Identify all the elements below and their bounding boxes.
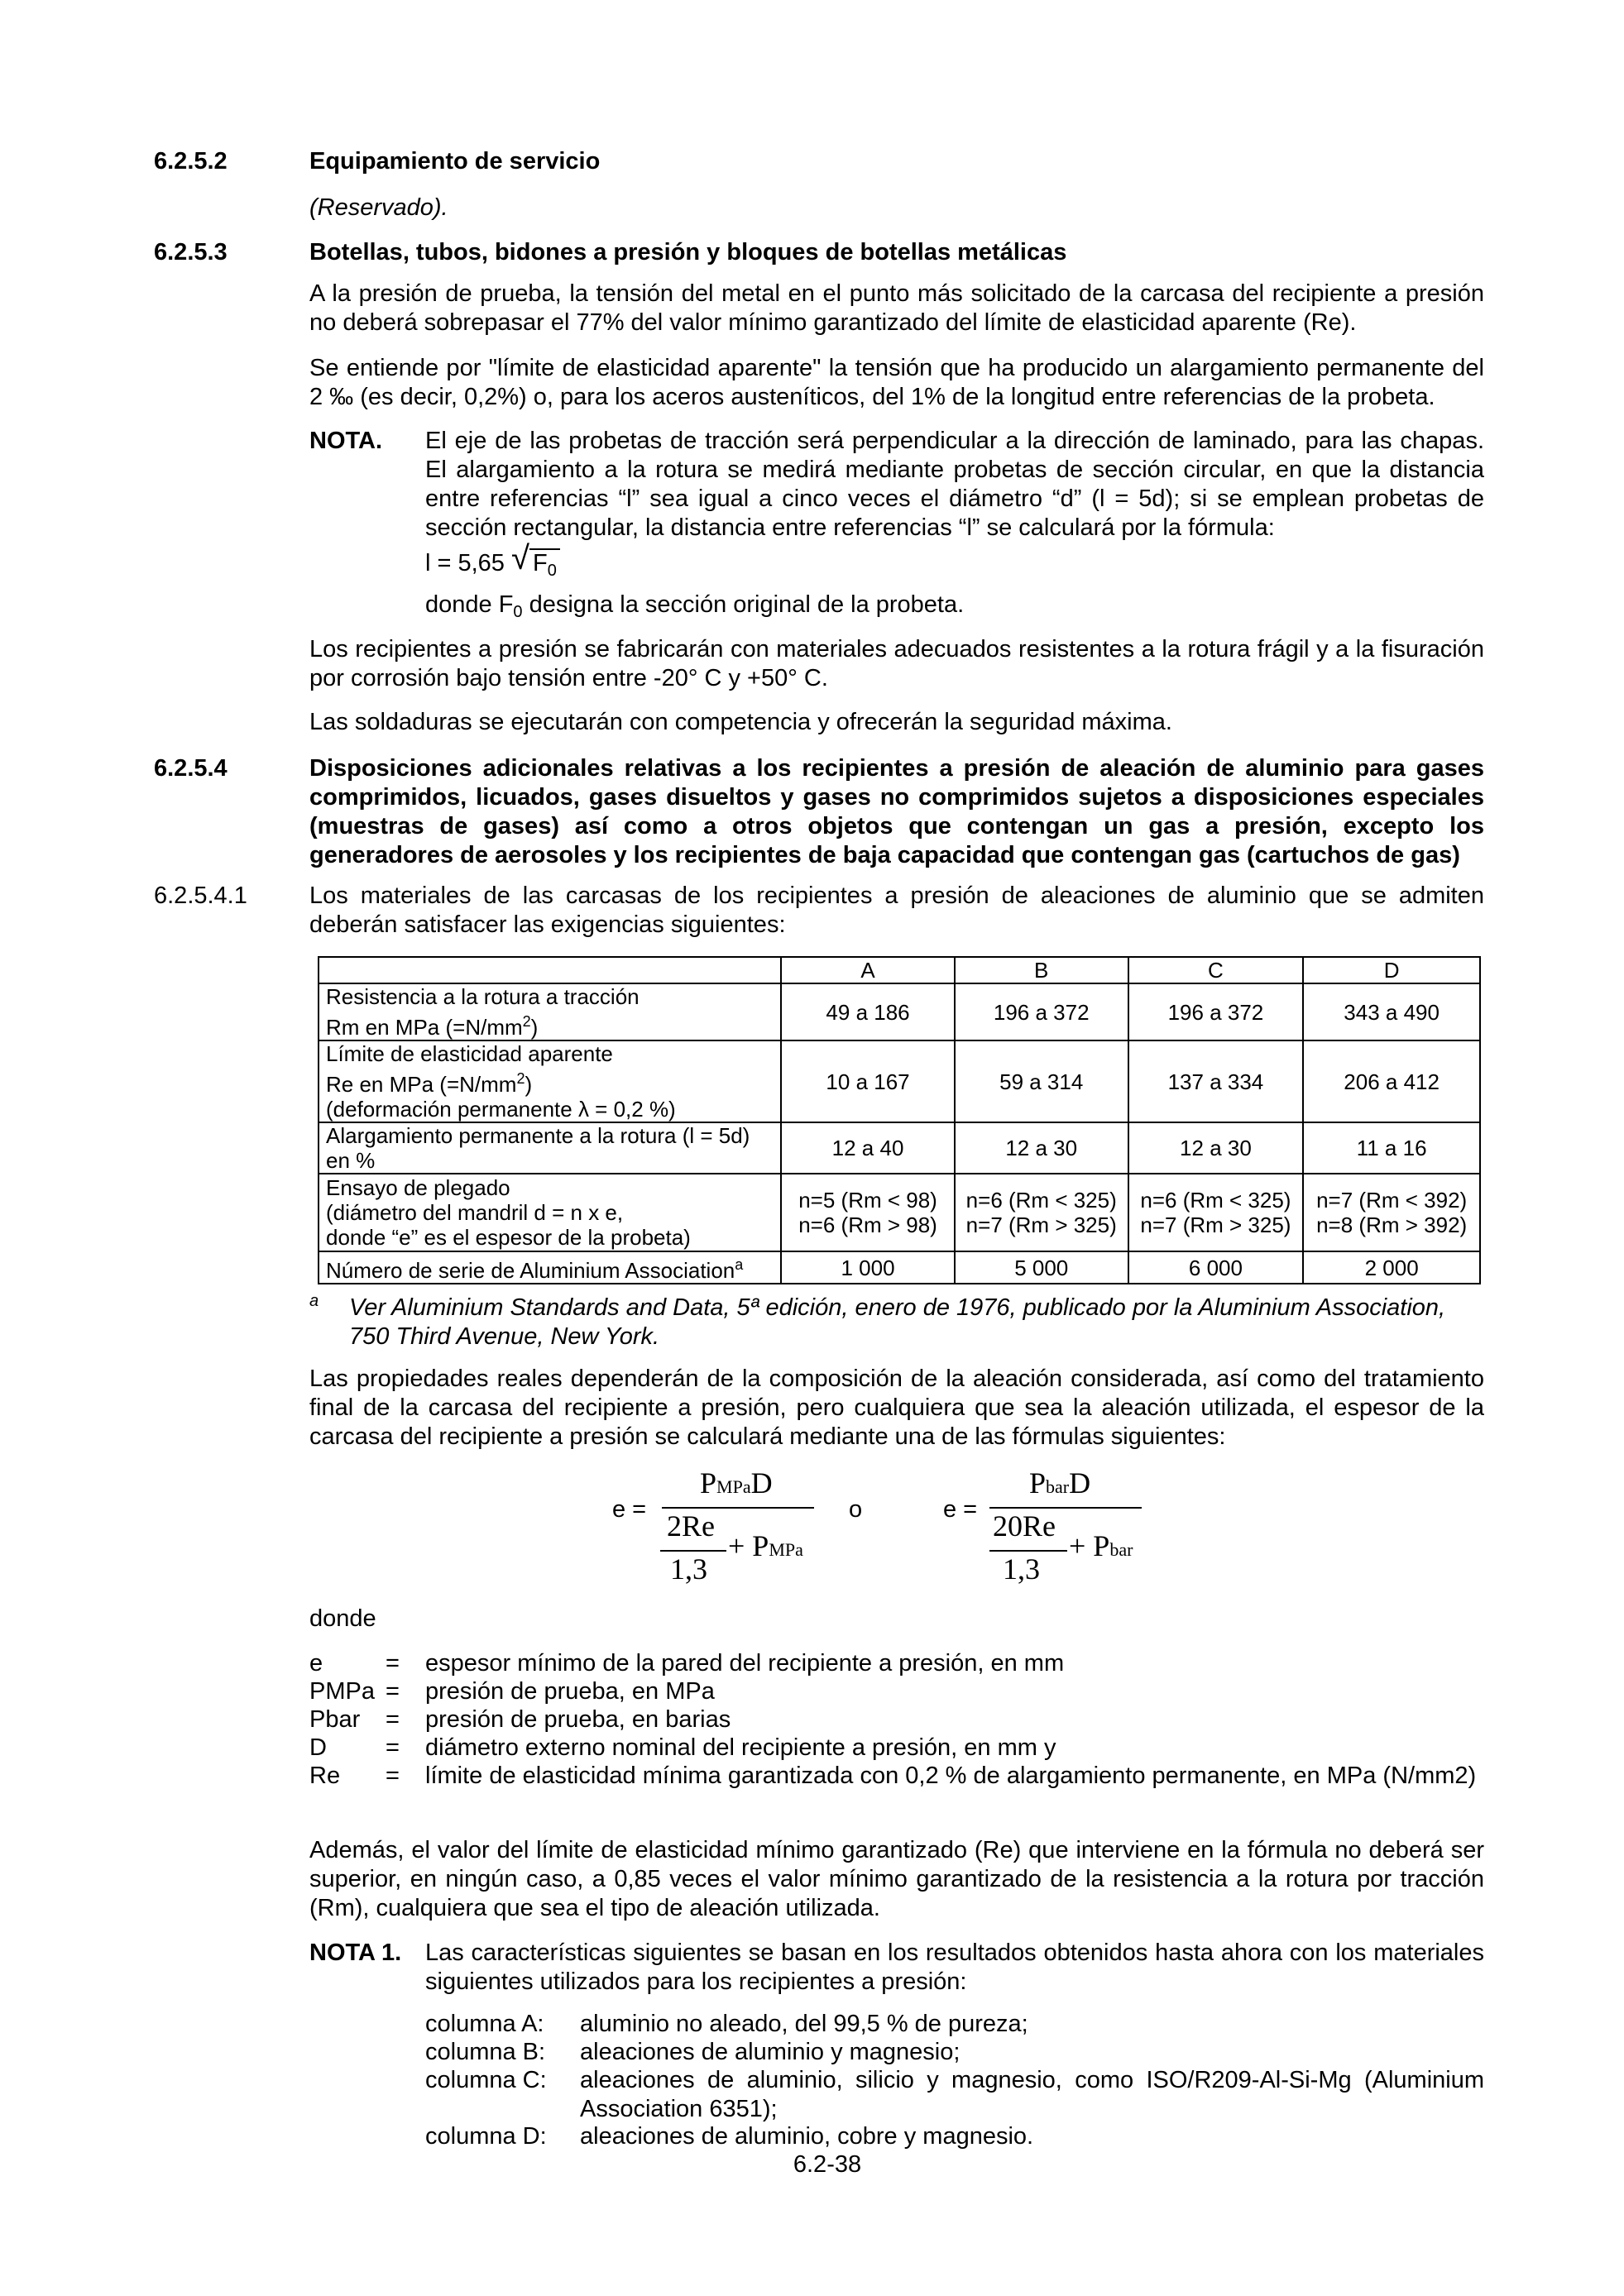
inner-fraction-line: [989, 1550, 1067, 1552]
section-number: 6.2.5.4: [154, 755, 228, 782]
def-text: presión de prueba, en MPa: [425, 1678, 715, 1705]
superscript: 2: [522, 1013, 531, 1030]
formula-denominator-top: 2Re: [667, 1509, 715, 1543]
formula-lhs: e =: [943, 1496, 978, 1523]
row-label-line: (deformación permanente λ = 0,2 %): [326, 1097, 676, 1122]
table-cell: 196 a 372: [955, 983, 1128, 1040]
superscript: 2: [516, 1070, 525, 1087]
paragraph: Además, el valor del límite de elasticidad mínimo garantizado (Re) que interviene en la fórmula no deberá ser superior, en ningún caso, a 0,85 veces el valor mínimo garantizado de la resistencia a la rotura por tracción (Rm), cualquiera que sea el tipo de aleación utilizada.: [309, 1837, 1484, 1921]
table-header-empty: [319, 957, 781, 983]
note-label: NOTA.: [309, 428, 383, 454]
table-cell: 12 a 30: [955, 1122, 1128, 1174]
formula-denominator-top: 20Re: [993, 1509, 1056, 1543]
paragraph: Los materiales de las carcasas de los recipientes a presión de aleaciones de aluminio que se admiten deberán satisfacer las exigencias siguientes:: [309, 883, 1484, 938]
table-cell: 12 a 40: [781, 1122, 955, 1174]
row-label-close: ): [525, 1072, 533, 1097]
table-row: [319, 1122, 1480, 1174]
table-cell: 11 a 16: [1303, 1122, 1480, 1174]
where-subscript: 0: [513, 603, 523, 621]
row-label-line: Re en MPa (=N/mm: [326, 1072, 517, 1097]
column-text: aleaciones de aluminio, cobre y magnesio.: [580, 2123, 1034, 2150]
formula-numerator: [1029, 1466, 1091, 1501]
formula-lhs: e =: [612, 1496, 647, 1523]
row-label-line: donde “e” es el espesor de la probeta): [326, 1225, 691, 1250]
section-title: Equipamiento de servicio: [309, 148, 601, 175]
row-label-line: Límite de elasticidad aparente: [326, 1041, 613, 1066]
radical-sign: √: [511, 540, 529, 576]
footnote-mark: a: [735, 1256, 744, 1273]
donde-label: donde: [309, 1605, 376, 1632]
formula-p: P: [700, 1466, 717, 1500]
column-header: C: [1128, 957, 1304, 983]
column-label: columna B:: [425, 2039, 546, 2065]
footnote-text: Ver Aluminium Standards and Data, 5ª edición, enero de 1976, publicado por la Aluminium Association, 750 Third Avenue, New York.: [349, 1294, 1446, 1350]
note-text: Las características siguientes se basan en los resultados obtenidos hasta ahora con los materiales siguientes utilizados para los recipientes a presión:: [425, 1940, 1484, 1995]
row-label: [319, 1251, 781, 1284]
where-text-end: designa la sección original de la probeta.: [522, 591, 965, 618]
row-label: [319, 1174, 781, 1251]
row-label-line: Rm en MPa (=N/mm: [326, 1015, 523, 1040]
def-symbol: Re: [309, 1763, 341, 1789]
formula-denominator-bottom: 1,3: [670, 1552, 707, 1586]
table-cell: 12 a 30: [1128, 1122, 1304, 1174]
table-cell: 206 a 412: [1303, 1040, 1480, 1122]
row-label-line: Número de serie de Aluminium Association: [326, 1258, 735, 1283]
formula-sub: MPa: [716, 1476, 751, 1497]
row-label: Alargamiento permanente a la rotura (l = 5d) en %: [319, 1122, 781, 1174]
row-label-line: Resistencia a la rotura a tracción: [326, 984, 640, 1009]
def-equals: =: [386, 1678, 400, 1705]
formula-d: D: [750, 1466, 773, 1500]
column-header: A: [781, 957, 955, 983]
formula-subscript: 0: [547, 562, 557, 580]
row-label: [319, 983, 781, 1040]
section-number: 6.2.5.2: [154, 148, 228, 175]
row-label-close: ): [530, 1015, 539, 1040]
row-label-line: Ensayo de plegado: [326, 1175, 510, 1200]
cell-line: n=6 (Rm < 325): [965, 1188, 1117, 1213]
def-equals: =: [386, 1650, 400, 1677]
formula-plus-text: + P: [728, 1529, 769, 1562]
section-title: Botellas, tubos, bidones a presión y bloques de botellas metálicas: [309, 239, 1067, 265]
row-label: [319, 1040, 781, 1122]
column-label: columna C:: [425, 2067, 547, 2093]
def-symbol: PMPa: [309, 1678, 375, 1705]
table-cell: 137 a 334: [1128, 1040, 1304, 1122]
table-cell: 5 000: [955, 1251, 1128, 1284]
paragraph: Los recipientes a presión se fabricarán con materiales adecuados resistentes a la rotura frágil y a la fisuración por corrosión bajo tensión entre -20° C y +50° C.: [309, 636, 1484, 691]
paragraph: Se entiende por "límite de elasticidad aparente" la tensión que ha producido un alargamiento permanente del 2 ‰ (es decir, 0,2%) o, para los aceros austeníticos, del 1% de la longitud entre referencias de la probeta.: [309, 355, 1484, 410]
table-row: [319, 983, 1480, 1040]
table-cell: 10 a 167: [781, 1040, 955, 1122]
fraction-line: [662, 1507, 814, 1509]
cell-line: n=7 (Rm > 325): [965, 1213, 1117, 1237]
table-cell: [781, 1174, 955, 1251]
def-equals: =: [386, 1734, 400, 1761]
formula-numerator: [700, 1466, 773, 1501]
cell-line: n=6 (Rm > 98): [798, 1213, 937, 1237]
row-label-line: (diámetro del mandril d = n x e,: [326, 1200, 624, 1225]
formula-sub: MPa: [769, 1539, 803, 1560]
formula-lhs: l = 5,65: [425, 550, 505, 576]
cell-line: n=7 (Rm > 325): [1140, 1213, 1291, 1237]
column-text: aluminio no aleado, del 99,5 % de pureza;: [580, 2011, 1028, 2037]
footnote-mark: a: [309, 1292, 319, 1310]
formula-plus: [728, 1529, 803, 1564]
formula-plus: [1069, 1529, 1133, 1564]
table-cell: 59 a 314: [955, 1040, 1128, 1122]
column-label: columna A:: [425, 2011, 544, 2037]
formula-where: [425, 591, 964, 627]
table-cell: 196 a 372: [1128, 983, 1304, 1040]
table-row: [319, 1174, 1480, 1251]
formula-sub: bar: [1109, 1539, 1133, 1560]
column-header: B: [955, 957, 1128, 983]
cell-line: n=8 (Rm > 392): [1316, 1213, 1468, 1237]
formula-plus-text: + P: [1069, 1529, 1110, 1562]
table-cell: 1 000: [781, 1251, 955, 1284]
formula-d: D: [1069, 1466, 1091, 1500]
column-text: aleaciones de aluminio y magnesio;: [580, 2039, 961, 2065]
def-equals: =: [386, 1706, 400, 1733]
where-text: donde F: [425, 591, 514, 618]
def-text: límite de elasticidad mínima garantizada con 0,2 % de alargamiento permanente, en MPa (N/mm2): [425, 1763, 1477, 1789]
material-properties-table: [318, 956, 1481, 1284]
inner-fraction-line: [660, 1550, 726, 1552]
paragraph: Las soldaduras se ejecutarán con competencia y ofrecerán la seguridad máxima.: [309, 709, 1172, 735]
table-cell: [1303, 1174, 1480, 1251]
def-symbol: D: [309, 1734, 327, 1761]
def-text: presión de prueba, en barias: [425, 1706, 731, 1733]
def-symbol: e: [309, 1650, 323, 1677]
formula-sub: bar: [1046, 1476, 1070, 1497]
note-text: El eje de las probetas de tracción será perpendicular a la dirección de laminado, para las chapas. El alargamiento a la rotura se medirá mediante probetas de sección circular, en que la distancia entre referencias “l” sea igual a cinco veces el diámetro “d” (l = 5d); si se emplean probetas de sección rectangular, la distancia entre referencias “l” se calculará por la fórmula:: [425, 428, 1484, 541]
def-text: espesor mínimo de la pared del recipiente a presión, en mm: [425, 1650, 1065, 1677]
formula-or: o: [849, 1496, 863, 1523]
paragraph: Las propiedades reales dependerán de la composición de la aleación considerada, así como del tratamiento final de la carcasa del recipiente a presión, pero cualquiera que sea la aleación utilizada, el espesor de la carcasa del recipiente a presión se calculará mediante una de las fórmulas siguientes:: [309, 1366, 1484, 1450]
table-cell: 49 a 186: [781, 983, 955, 1040]
section-title: Disposiciones adicionales relativas a los recipientes a presión de aleación de aluminio para gases comprimidos, licuados, gases disueltos y gases no comprimidos sujetos a disposiciones especiales (muestras de gases) así como a otros objetos que contengan un gas a presión, excepto los generadores de aerosoles y los recipientes de baja capacidad que contengan gas (cartuchos de gas): [309, 755, 1484, 868]
table-row: [319, 1251, 1480, 1284]
square-root: [511, 540, 560, 586]
cell-line: n=6 (Rm < 325): [1140, 1188, 1291, 1213]
note-label: NOTA 1.: [309, 1940, 402, 1966]
def-equals: =: [386, 1763, 400, 1789]
def-symbol: Pbar: [309, 1706, 361, 1733]
column-label: columna D:: [425, 2123, 547, 2150]
table-cell: 2 000: [1303, 1251, 1480, 1284]
elongation-formula: [425, 540, 560, 586]
column-header: D: [1303, 957, 1480, 983]
section-number: 6.2.5.3: [154, 239, 228, 265]
reserved-text: (Reservado).: [309, 194, 448, 221]
formula-p: P: [1029, 1466, 1047, 1500]
formula-denominator-bottom: 1,3: [1003, 1552, 1040, 1586]
column-text: aleaciones de aluminio, silicio y magnesio, como ISO/R209-Al-Si-Mg (Aluminium Association 6351);: [580, 2067, 1484, 2122]
cell-line: n=5 (Rm < 98): [798, 1188, 937, 1213]
paragraph: A la presión de prueba, la tensión del metal en el punto más solicitado de la carcasa del recipiente a presión no deberá sobrepasar el 77% del valor mínimo garantizado del límite de elasticidad aparente (Re).: [309, 280, 1484, 336]
table-cell: [955, 1174, 1128, 1251]
table-cell: 6 000: [1128, 1251, 1304, 1284]
formula-radicand: F: [533, 550, 548, 576]
table-row: [319, 1040, 1480, 1122]
page-number: 6.2-38: [793, 2151, 862, 2178]
fraction-line: [989, 1507, 1142, 1509]
table-cell: [1128, 1174, 1304, 1251]
section-number: 6.2.5.4.1: [154, 883, 247, 909]
table-cell: 343 a 490: [1303, 983, 1480, 1040]
table-header-row: [319, 957, 1480, 983]
cell-line: n=7 (Rm < 392): [1316, 1188, 1468, 1213]
def-text: diámetro externo nominal del recipiente a presión, en mm y: [425, 1734, 1056, 1761]
